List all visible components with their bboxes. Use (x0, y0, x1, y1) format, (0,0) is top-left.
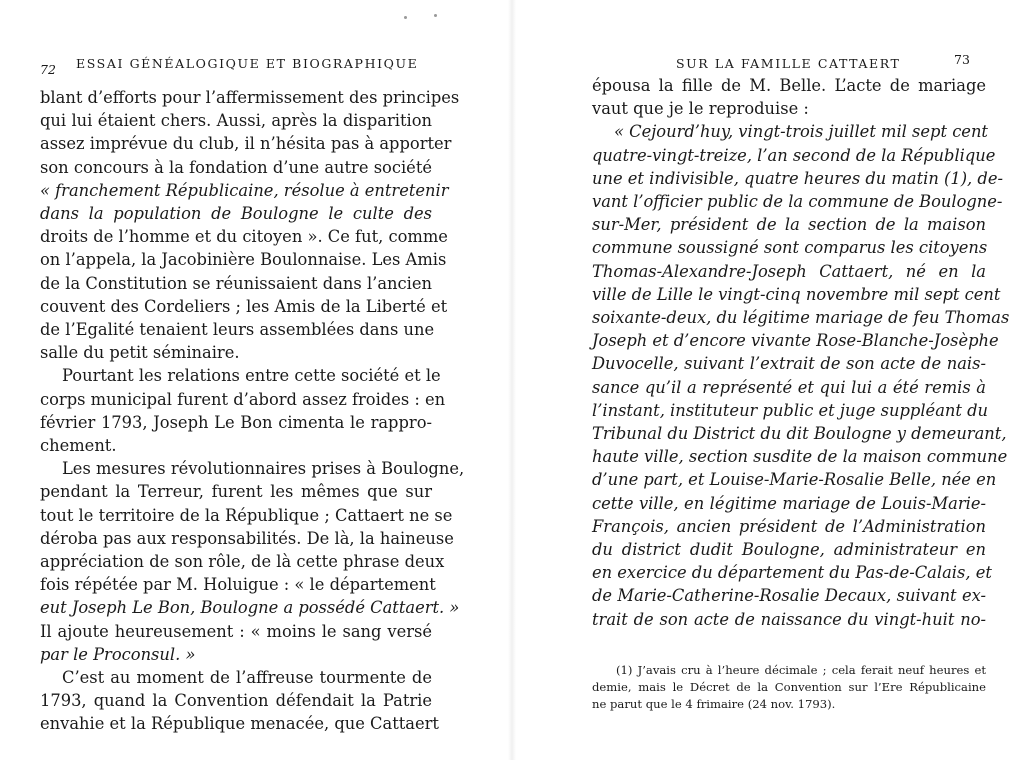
text-line: en exercice du département du Pas-de-Calais, et (592, 563, 992, 583)
footnote (592, 662, 986, 713)
text-line: haute ville, section susdite de la maison commune (592, 447, 1008, 467)
text-line: son concours à la fondation d’une autre société (40, 157, 432, 177)
body-text (592, 74, 1010, 631)
text-line: commune soussigné sont comparus les citoyens (592, 238, 988, 258)
text-line: Thomas-Alexandre-Joseph Cattaert, né en la (592, 261, 986, 281)
text-line: sur-Mer, président de la section de la maison (592, 215, 986, 235)
text-line: blant d’efforts pour l’affermissement des principes (40, 88, 460, 107)
text-line: envahie et la République menacée, que Cattaert (40, 714, 439, 734)
text-line: chement. (40, 436, 117, 456)
text-line: février 1793, Joseph Le Bon cimenta le rappro- (40, 412, 432, 432)
scan-speck (404, 16, 407, 19)
text-line: « Cejourd’huy, vingt-trois juillet mil sept cent (614, 122, 988, 142)
text-line: déroba pas aux responsabilités. De là, la haineuse (40, 528, 454, 548)
text-line: pendant la Terreur, furent les mêmes que sur (40, 482, 432, 502)
text-line: trait de son acte de naissance du vingt-huit no- (592, 609, 986, 629)
scan-speck (434, 14, 437, 17)
text-line: vant l’officier public de la commune de Boulogne- (592, 192, 1003, 212)
text-line: 1793, quand la Convention défendait la Patrie (40, 691, 432, 711)
page-number: 72 (40, 62, 56, 77)
text-line: on l’appela, la Jacobinière Boulonnaise. Les Amis (40, 250, 447, 270)
running-head: SUR LA FAMILLE CATTAERT (676, 56, 901, 71)
text-line: par le Proconsul. » (40, 644, 196, 664)
text-line: Il ajoute heureusement : « moins le sang versé (40, 621, 432, 641)
text-line: d’une part, et Louise-Marie-Rosalie Belle, née en (592, 470, 997, 490)
text-line: Duvocelle, suivant l’extrait de son acte de nais- (592, 354, 986, 374)
text-line: l’instant, instituteur public et juge suppléant du (592, 400, 989, 420)
text-line: soixante-deux, du légitime mariage de feu Thomas (592, 308, 1010, 328)
text-line: une et indivisible, quatre heures du matin (1), de- (592, 168, 1003, 188)
text-line: tout le territoire de la République ; Cattaert ne se (40, 505, 453, 525)
text-line: du district dudit Boulogne, administrateur en (592, 540, 986, 560)
text-line: ville de Lille le vingt-cinq novembre mil sept cent (592, 284, 1001, 304)
text-line: vaut que je le reproduise : (592, 99, 809, 119)
footnote-line: demie, mais le Décret de la Convention sur l’Ere Républicaine (592, 680, 986, 694)
page-number: 73 (954, 52, 970, 67)
text-line: Les mesures révolutionnaires prises à Boulogne, (62, 459, 465, 479)
text-line: sance qu’il a représenté et qui lui a été remis à (592, 377, 986, 397)
text-line: dans la population de Boulogne le culte des (40, 204, 432, 224)
text-line: de Marie-Catherine-Rosalie Decaux, suivant ex- (592, 586, 986, 606)
body-text (40, 86, 465, 736)
text-line: assez imprévue du club, il n’hésita pas à apporter (40, 134, 452, 154)
text-line: droits de l’homme et du citoyen ». Ce fut, comme (40, 227, 448, 247)
text-line: Pourtant les relations entre cette société et le (62, 366, 441, 386)
text-line: Joseph et d’encore vivante Rose-Blanche-Josèphe (592, 331, 999, 351)
text-line: appréciation de son rôle, de là cette phrase deux (40, 552, 445, 572)
right-page (512, 0, 1024, 760)
text-line: cette ville, en légitime mariage de Louis-Marie- (592, 493, 986, 513)
text-line: « franchement Républicaine, résolue à entretenir (40, 180, 449, 200)
running-head: ESSAI GÉNÉALOGIQUE ET BIOGRAPHIQUE (76, 56, 419, 71)
text-line: Tribunal du District du dit Boulogne y demeurant, (592, 424, 1007, 444)
text-line: C’est au moment de l’affreuse tourmente de (62, 668, 432, 688)
text-line: épousa la fille de M. Belle. L’acte de mariage (592, 76, 986, 95)
text-line: de l’Egalité tenaient leurs assemblées dans une (40, 320, 435, 340)
text-line: quatre-vingt-treize, l’an second de la République (592, 145, 996, 165)
text-line: fois répétée par M. Holuigue : « le département (40, 575, 436, 595)
text-line: de la Constitution se réunissaient dans l’ancien (40, 273, 432, 293)
text-line: salle du petit séminaire. (40, 343, 240, 363)
footnote-line: (1) J’avais cru à l’heure décimale ; cela ferait neuf heures et (616, 663, 986, 677)
text-line: eut Joseph Le Bon, Boulogne a possédé Cattaert. » (40, 598, 460, 618)
text-line: qui lui étaient chers. Aussi, après la disparition (40, 111, 432, 131)
footnote-line: ne parut que le 4 frimaire (24 nov. 1793). (592, 697, 836, 711)
text-line: François, ancien président de l’Administration (592, 516, 986, 536)
text-line: corps municipal furent d’abord assez froides : en (40, 389, 446, 409)
text-line: couvent des Cordeliers ; les Amis de la Liberté et (40, 296, 448, 316)
